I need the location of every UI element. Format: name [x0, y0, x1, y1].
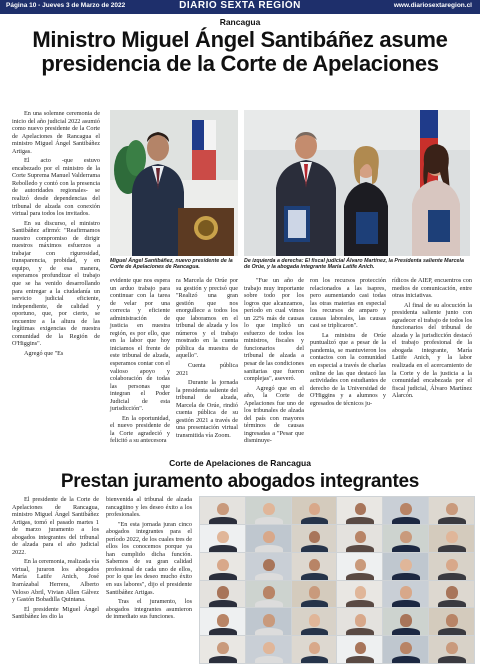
- participant-body: [209, 573, 237, 580]
- participant-body: [209, 656, 237, 663]
- paragraph: Cuenta pública 2021: [176, 362, 238, 377]
- paragraph: El presidente de la Corte de Apelaciones de Rancagua, ministro Miguel Ángel Santibáñez Artigas, tomó el pasado martes 1 de marzo juramento a los abogados integrantes del tribunal de alzada para el año judicial 2022.: [12, 496, 99, 556]
- photo-santibanez-illustration: [110, 110, 238, 256]
- article1-column-1: [12, 110, 100, 360]
- participant-body: [301, 517, 329, 524]
- participant-video-tile: [246, 608, 291, 635]
- participant-face: [309, 503, 321, 515]
- paragraph: evidente que nos espera un arduo trabajo para continuar con la tarea de velar por una correcta y eficiente administración de justicia en nuestra región, es por ello, que en la labor que hoy iniciamos el frente de este tribunal de alzada, esperamos contar con el valioso apoyo y colaboración de todas las personas que integran el Poder Judicial de esta jurisdicción".: [110, 277, 170, 413]
- photo-authorities-illustration: [244, 110, 470, 256]
- paragraph: Al final de su alocución la presidenta saliente junto con agradecer el trabajo de todos los funcionarios del tribunal de alzada y la jurisdicción destacó el trabajo profesional de la abogada integrante, María Latife Anich, y la labor realizada en el acercamiento de la Corte y de la justicia a la comunidad encabezada por el fiscal judicial, Álvaro Martínez Alarcón.: [392, 301, 472, 400]
- participant-body: [438, 600, 466, 607]
- article1-column-5: [310, 277, 386, 409]
- participant-video-tile: [200, 553, 245, 580]
- participant-body: [301, 656, 329, 663]
- participant-face: [309, 559, 321, 571]
- masthead-bar: [0, 0, 480, 14]
- participant-body: [255, 573, 283, 580]
- newspaper-brand[interactable]: DIARIO SEXTA REGIÓN: [179, 0, 301, 11]
- participant-body: [301, 573, 329, 580]
- participant-face: [263, 503, 275, 515]
- paragraph: En su discurso, el ministro Santibáñez afirmó: "Reafirmamos nuestro compromiso de dirigir nuestros máximos esfuerzos a trabajar con rigurosidad, transparencia, probidad, y en equipo, y de esa manera, esperamos profundizar el trabajo que se ha venido desarrollando para entregar a la ciudadanía un servicio judicial eficiente, independiente, de calidad y oportuno, que, por cierto, se encuentre a la altura de las legítimas exigencias de nuestra comunidad de la Región de O'Higgins".: [12, 219, 100, 348]
- participant-face: [446, 614, 458, 626]
- article1-column-4: [244, 277, 304, 447]
- paragraph: El presidente Miguel Ángel Santibáñez les dio la: [12, 605, 99, 621]
- participant-video-tile: [337, 525, 382, 552]
- participant-video-tile: [200, 525, 245, 552]
- participant-body: [255, 600, 283, 607]
- participant-body: [209, 517, 237, 524]
- participant-body: [392, 656, 420, 663]
- paragraph: rídicos de AIEP, encuentros con medios de comunicación, entre otras iniciativas.: [392, 277, 472, 300]
- participant-face: [446, 503, 458, 515]
- article2-column-1: [12, 496, 99, 623]
- participant-face: [400, 586, 412, 598]
- article2-kicker: Corte de Apelaciones de Rancagua: [169, 458, 311, 468]
- paragraph: "Fue un año de trabajo muy importante sobre todo por los logros que alcanzamos, período en cual vimos un 22% más de causas lo que implicó un esfuerzo de todos los ministros, fiscales y funcionarios del tribunal de alzada a pesar de las condiciones sanitarias que fueron complejas", aseveró.: [244, 277, 304, 383]
- article1-headline-line2: presidencia de la Corte de Apelaciones: [41, 51, 439, 76]
- participant-body: [346, 628, 374, 635]
- article2-headline: Prestan juramento abogados integrantes: [60, 471, 420, 492]
- paragraph: Agregó que "Es: [24, 349, 64, 357]
- participant-body: [255, 656, 283, 663]
- participant-video-tile: [246, 525, 291, 552]
- participant-body: [346, 573, 374, 580]
- participant-video-tile: [429, 525, 474, 552]
- participant-face: [355, 559, 367, 571]
- paragraph: ron los recursos protección relacionados a las isapres, pero aumentando casi todas las otras materias en especial los recursos de amparo y causas laborales, las causas casi se triplicaron".: [310, 277, 386, 330]
- participant-video-tile: [246, 636, 291, 663]
- participant-face: [400, 503, 412, 515]
- participant-body: [301, 545, 329, 552]
- participant-video-tile: [292, 497, 337, 524]
- participant-video-tile: [292, 636, 337, 663]
- page-info: Página 10 - Jueves 3 de Marzo de 2022: [6, 2, 126, 9]
- participant-face: [263, 531, 275, 543]
- participant-body: [346, 545, 374, 552]
- participant-body: [209, 628, 237, 635]
- participant-body: [392, 573, 420, 580]
- participant-face: [446, 586, 458, 598]
- participant-body: [438, 517, 466, 524]
- photo-caption-santibanez: Miguel Ángel Santibáñez, nuevo presidente de la Corte de Apelaciones de Rancagua.: [110, 258, 233, 271]
- participant-body: [301, 628, 329, 635]
- participant-video-tile: [383, 525, 428, 552]
- participant-face: [309, 642, 321, 654]
- participant-face: [355, 614, 367, 626]
- participant-body: [209, 600, 237, 607]
- participant-face: [446, 642, 458, 654]
- paragraph: ra Marcela de Orúe por su gestión y precisó que "Realizó una gran gestión que nos enorgullece a todos los que laboramos en el tribunal de alzada y los números y el trabajo mostrado en la cuenta pública da muestra de aquello".: [176, 277, 238, 360]
- article2-column-2: [106, 496, 192, 623]
- participant-body: [346, 600, 374, 607]
- article1-column-3: [176, 277, 238, 441]
- participant-video-tile: [337, 608, 382, 635]
- paragraph: En la oportunidad, el nuevo presidente de la Corte agradeció y felicitó a su antecesora: [110, 414, 170, 445]
- participant-body: [346, 656, 374, 663]
- participant-video-tile: [246, 581, 291, 608]
- participant-video-tile: [429, 581, 474, 608]
- participant-body: [346, 517, 374, 524]
- paragraph: bienvenida al tribunal de alzada rancagüino y les deseo éxito a los profesionales.: [106, 496, 192, 519]
- participant-body: [255, 545, 283, 552]
- paragraph: Tras el juramento, los abogados integrantes asumieron de inmediato sus funciones.: [106, 598, 192, 621]
- participant-video-tile: [383, 553, 428, 580]
- article1-column-6: [392, 277, 472, 402]
- participant-video-tile: [337, 553, 382, 580]
- participant-face: [309, 614, 321, 626]
- participant-face: [355, 642, 367, 654]
- participant-body: [392, 600, 420, 607]
- participant-video-tile: [200, 581, 245, 608]
- participant-face: [263, 614, 275, 626]
- article1-headline-line1: Ministro Miguel Ángel Santibáñez asume: [32, 27, 448, 52]
- participant-face: [309, 586, 321, 598]
- participant-face: [263, 642, 275, 654]
- participant-body: [209, 545, 237, 552]
- participant-face: [446, 559, 458, 571]
- participant-body: [392, 517, 420, 524]
- photo-santibanez: [110, 110, 238, 256]
- participant-body: [301, 600, 329, 607]
- participant-body: [392, 628, 420, 635]
- participant-body: [438, 656, 466, 663]
- participant-video-tile: [292, 553, 337, 580]
- participant-body: [255, 628, 283, 635]
- participant-face: [355, 503, 367, 515]
- participant-face: [355, 531, 367, 543]
- participant-video-tile: [200, 608, 245, 635]
- participant-video-tile: [383, 497, 428, 524]
- participant-face: [400, 531, 412, 543]
- participant-face: [400, 559, 412, 571]
- participant-face: [309, 531, 321, 543]
- participant-video-tile: [429, 497, 474, 524]
- participant-face: [217, 531, 229, 543]
- paragraph: Durante la jornada la presidenta saliente del tribunal de alzada, Marcela de Orúe, rindió cuenta pública de su gestión 2021 a través de una presentación virtual transmitida vía Zoom.: [176, 379, 238, 439]
- website-link[interactable]: www.diariosextaregion.cl: [393, 2, 472, 9]
- participant-video-tile: [429, 636, 474, 663]
- paragraph: La ministra de Orúe puntualizó que a pesar de la pandemia, se mantuvieron los contactos con la comunidad en especial a través de charlas online de las que destacó las actividades con estudiantes de derecho de la Universidad de O'Higgins y a alumnos y egresados de técnicos ju-: [310, 331, 386, 407]
- photo-authorities: [244, 110, 470, 256]
- participant-video-tile: [337, 636, 382, 663]
- participant-video-tile: [200, 497, 245, 524]
- participant-body: [438, 628, 466, 635]
- photo-caption-authorities: De izquierda a derecha: El fiscal judicial Álvaro Martínez, la Presidenta saliente Marcela de Orúe, y la abogada integrante María Latife Anich.: [244, 258, 464, 271]
- participant-face: [217, 559, 229, 571]
- participant-body: [392, 545, 420, 552]
- participant-body: [255, 517, 283, 524]
- paragraph: En la ceremonia, realizada vía virtual, juraron los abogados María Latife Anich, José Irarrázabal Herrera, Alberto Veloso Abril, Vivian Allen Gálvez y Gastón Bobadilla Quintana.: [12, 558, 99, 604]
- participant-face: [263, 586, 275, 598]
- participant-video-tile: [383, 636, 428, 663]
- participant-body: [438, 545, 466, 552]
- participant-video-tile: [292, 608, 337, 635]
- participant-video-tile: [337, 497, 382, 524]
- paragraph: Agregó que en el año, la Corte de Apelaciones fue uno de los tribunales de alzada del país con mayores términos de causas ingresadas a "Pesar que disminuye-: [244, 384, 304, 445]
- participant-video-tile: [383, 608, 428, 635]
- participant-video-tile: [337, 581, 382, 608]
- participant-face: [400, 614, 412, 626]
- participant-video-tile: [292, 581, 337, 608]
- participant-video-tile: [246, 497, 291, 524]
- participant-face: [217, 586, 229, 598]
- paragraph: "En esta jornada juran cinco abogados integrantes para el período 2022, de los cuales tres de ellos los conocemos porque ya han cumplido dicha función. Sabemos de su gran calidad profesional de cada uno de ellos, por lo que les deseo mucho éxito en sus labores", dijo el presidente Santibáñez Artigas.: [106, 520, 192, 596]
- participant-face: [217, 614, 229, 626]
- participant-video-tile: [200, 636, 245, 663]
- participant-video-tile: [429, 608, 474, 635]
- paragraph: El acto -que estuvo encabezado por el ministro de la Corte Suprema Manuel Valderrama Rebolledo y contó con la presencia de autoridades regionales- se realizó desde dependencias del tribunal de alzada con conexión virtual para todos los invitados.: [12, 157, 100, 218]
- paragraph: En una solemne ceremonia de inicio del año judicial 2022 asumió como nuevo presidente de la Corte de Apelaciones de Rancagua el ministro Miguel Ángel Santibáñez Artigas.: [12, 110, 100, 155]
- photo-virtual-ceremony-grid: [199, 496, 475, 664]
- participant-video-tile: [429, 553, 474, 580]
- participant-face: [217, 642, 229, 654]
- participant-video-tile: [246, 553, 291, 580]
- participant-face: [355, 586, 367, 598]
- participant-video-tile: [292, 525, 337, 552]
- article1-kicker: Rancagua: [219, 17, 261, 27]
- participant-video-tile: [383, 581, 428, 608]
- participant-body: [438, 573, 466, 580]
- participant-face: [446, 531, 458, 543]
- participant-face: [217, 503, 229, 515]
- article1-column-2: [110, 277, 170, 447]
- participant-face: [263, 559, 275, 571]
- participant-face: [400, 642, 412, 654]
